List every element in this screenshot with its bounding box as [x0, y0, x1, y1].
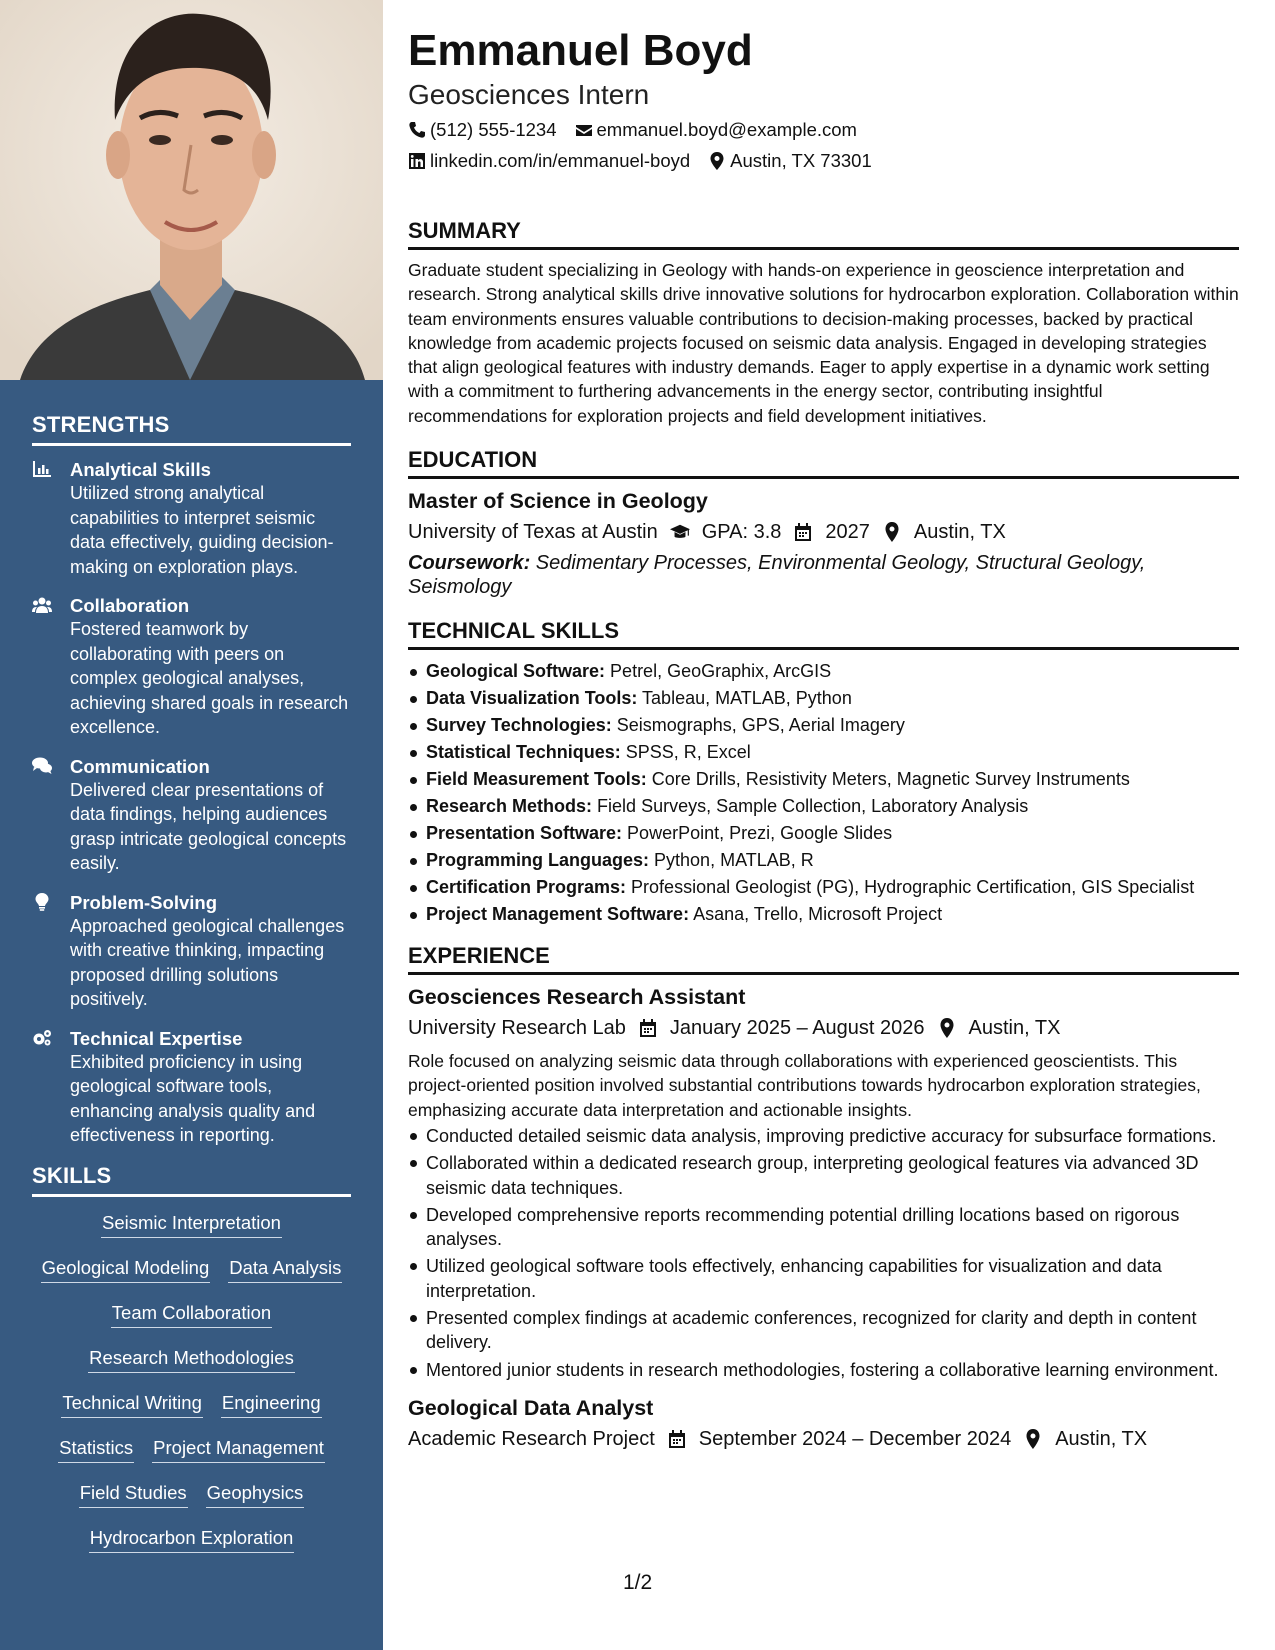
list-item: [408, 901, 1239, 928]
summary-heading: SUMMARY: [408, 217, 1239, 250]
list-item: [408, 847, 1239, 874]
map-pin-icon: [882, 522, 902, 542]
list-item: [408, 793, 1239, 820]
skill-row: [32, 1526, 351, 1571]
calendar-icon: [638, 1018, 658, 1038]
job-meta: [408, 1013, 1239, 1043]
chat-bubbles-icon: [32, 755, 70, 876]
strength-item: [32, 891, 351, 1012]
skill-category: Geological Software:: [426, 661, 606, 682]
skill-values: PowerPoint, Prezi, Google Slides: [622, 823, 893, 844]
sidebar: [0, 0, 383, 1650]
job-title: Geosciences Research Assistant: [408, 985, 746, 1010]
skill-values: SPSS, R, Excel: [620, 742, 751, 763]
education-meta: [408, 517, 1239, 547]
page-number: 1/2: [623, 1571, 653, 1594]
coursework-label: Coursework:: [408, 552, 531, 575]
skill-tag: Project Management: [152, 1436, 325, 1463]
skill-category: Statistical Techniques:: [426, 742, 621, 763]
contact-row: [408, 118, 1239, 142]
skill-values: Asana, Trello, Microsoft Project: [689, 904, 943, 925]
job-location: Austin, TX: [1055, 1427, 1148, 1450]
skill-category: Project Management Software:: [426, 904, 690, 925]
skill-category: Certification Programs:: [426, 877, 627, 898]
candidate-name: Emmanuel Boyd: [408, 26, 753, 75]
skill-tag: Seismic Interpretation: [101, 1211, 282, 1238]
job-title: Geological Data Analyst: [408, 1395, 654, 1420]
strength-item: [32, 1027, 351, 1148]
job-org: Academic Research Project: [408, 1427, 655, 1450]
contact-row: [408, 149, 1239, 173]
skill-row: [32, 1256, 351, 1301]
skills-heading: SKILLS: [32, 1163, 351, 1197]
list-item: [408, 658, 1239, 685]
phone-text: (512) 555-1234: [430, 119, 557, 140]
location-text: Austin, TX 73301: [730, 150, 872, 171]
strength-title: Analytical Skills: [70, 459, 211, 480]
degree-title: Master of Science in Geology: [408, 489, 708, 514]
list-item: [408, 685, 1239, 712]
strength-desc: Fostered teamwork by collaborating with peers on complex geological analyses, achieving shared goals in research excellence.: [70, 619, 349, 737]
skill-category: Field Measurement Tools:: [426, 769, 647, 790]
skill-row: [32, 1436, 351, 1481]
job-dates: September 2024 – December 2024: [698, 1427, 1012, 1450]
skill-tag: Engineering: [221, 1391, 322, 1418]
strength-desc: Utilized strong analytical capabilities to interpret seismic data effectively, guiding decision-making on exploration plays.: [70, 483, 334, 577]
main-content: [408, 26, 1239, 1454]
skill-tag: Hydrocarbon Exploration: [89, 1526, 295, 1553]
linkedin-text: linkedin.com/in/emmanuel-boyd: [430, 150, 691, 171]
list-item: [408, 712, 1239, 739]
skill-category: Presentation Software:: [426, 823, 623, 844]
phone-icon: [408, 121, 426, 139]
list-item: [408, 766, 1239, 793]
location-contact: [708, 149, 872, 173]
skill-row: [32, 1301, 351, 1346]
skill-values: Field Surveys, Sample Collection, Laboratory Analysis: [592, 796, 1029, 817]
skill-row: [32, 1481, 351, 1526]
list-item: Presented complex findings at academic conferences, recognized for clarity and depth in content delivery.: [408, 1306, 1239, 1355]
candidate-role: Geosciences Intern: [408, 79, 650, 110]
skill-tag: Research Methodologies: [88, 1346, 295, 1373]
skill-category: Programming Languages:: [426, 850, 650, 871]
job-description: Role focused on analyzing seismic data through collaborations with experienced geoscientists. This project-oriented position involved substantial contributions towards hydrocarbon exploration strategies, emphasizing accurate data interpretation and actionable insights.: [408, 1051, 1201, 1120]
technical-skills-section: [408, 617, 1239, 928]
skill-values: Petrel, GeoGraphix, ArcGIS: [605, 661, 832, 682]
list-item: Conducted detailed seismic data analysis, improving predictive accuracy for subsurface formations.: [408, 1124, 1239, 1148]
school-location: Austin, TX: [913, 521, 1006, 544]
strength-desc: Delivered clear presentations of data findings, helping audiences grasp intricate geological concepts easily.: [70, 779, 347, 873]
strength-desc: Approached geological challenges with creative thinking, impacting proposed drilling solutions positively.: [70, 915, 345, 1009]
list-item: [408, 874, 1239, 901]
experience-heading: EXPERIENCE: [408, 942, 1239, 975]
strength-item: [32, 458, 351, 579]
skill-category: Survey Technologies:: [426, 715, 612, 736]
gpa-text: GPA: 3.8: [701, 521, 782, 544]
skill-tag: Field Studies: [79, 1481, 188, 1508]
list-item: Developed comprehensive reports recommending potential drilling locations based on rigorous analyses.: [408, 1203, 1239, 1252]
strength-desc: Exhibited proficiency in using geological software tools, enhancing analysis quality and effectiveness in reporting.: [70, 1051, 316, 1145]
profile-photo: [0, 0, 383, 380]
bar-chart-icon: [32, 458, 70, 579]
map-pin-icon: [1023, 1429, 1043, 1449]
skill-row: [32, 1211, 351, 1256]
coursework-list: Sedimentary Processes, Environmental Geology, Structural Geology, Seismology: [408, 552, 1146, 599]
skill-tag: Statistics: [58, 1436, 134, 1463]
job-bullets: [408, 1124, 1239, 1382]
technical-skills-heading: TECHNICAL SKILLS: [408, 617, 1239, 650]
skill-values: Seismographs, GPS, Aerial Imagery: [611, 715, 905, 736]
strength-item: [32, 755, 351, 876]
email-text: emmanuel.boyd@example.com: [596, 119, 857, 140]
skills-section: [32, 1163, 351, 1571]
technical-skills-list: [408, 658, 1239, 928]
job-meta: [408, 1424, 1239, 1454]
strength-title: Communication: [70, 755, 210, 777]
list-item: Collaborated within a dedicated research group, interpreting geological features via advanced 3D seismic data techniques.: [408, 1151, 1239, 1200]
skill-tag: Technical Writing: [61, 1391, 203, 1418]
skill-row: [32, 1391, 351, 1436]
coursework: [408, 551, 1239, 599]
list-item: [408, 739, 1239, 766]
map-pin-icon: [708, 152, 726, 170]
strength-item: [32, 594, 351, 740]
users-icon: [32, 594, 70, 740]
strengths-heading: STRENGTHS: [32, 412, 351, 446]
calendar-icon: [793, 522, 813, 542]
graduation-cap-icon: [670, 522, 690, 542]
job-entry: [408, 1394, 1239, 1454]
skill-category: Research Methods:: [426, 796, 593, 817]
list-item: Utilized geological software tools effectively, enhancing capabilities for visualization and data interpretation.: [408, 1254, 1239, 1303]
skill-tag: Team Collaboration: [111, 1301, 272, 1328]
skill-tag: Data Analysis: [228, 1256, 342, 1283]
job-dates: January 2025 – August 2026: [669, 1017, 925, 1040]
linkedin-icon: [408, 152, 426, 170]
job-org: University Research Lab: [408, 1017, 626, 1040]
school-name: University of Texas at Austin: [408, 521, 658, 544]
skill-category: Data Visualization Tools:: [426, 688, 638, 709]
education-heading: EDUCATION: [408, 446, 1239, 479]
summary-text: Graduate student specializing in Geology with hands-on experience in geoscience interpretation and research. Strong analytical skills drive innovative solutions for hydrocarbon exploration. Collaboration within team environments ensures valuable contributions to decision-making processes, backed by practical knowledge from academic projects focused on seismic data analysis. Engaged in developing strategies that align geological features with industry demands. Eager to apply expertise in a dynamic work setting with a commitment to furthering advancements in the energy sector, contributing insightful recommendations for exploration projects and field development initiatives.: [408, 260, 1239, 426]
strength-title: Problem-Solving: [70, 891, 217, 913]
skill-row: [32, 1346, 351, 1391]
envelope-icon: [575, 121, 593, 139]
calendar-icon: [667, 1429, 687, 1449]
linkedin-contact[interactable]: [408, 149, 690, 173]
strength-title: Collaboration: [70, 595, 190, 616]
skill-values: Tableau, MATLAB, Python: [637, 688, 852, 709]
experience-section: [408, 942, 1239, 1454]
list-item: [408, 820, 1239, 847]
strength-title: Technical Expertise: [70, 1027, 243, 1049]
skill-tag: Geological Modeling: [41, 1256, 211, 1283]
skill-tag: Geophysics: [206, 1481, 305, 1508]
job-entry: [408, 983, 1239, 1382]
summary-section: [408, 217, 1239, 428]
lightbulb-icon: [32, 891, 70, 1012]
job-location: Austin, TX: [968, 1017, 1061, 1040]
skill-values: Core Drills, Resistivity Meters, Magnetic Survey Instruments: [646, 769, 1130, 790]
skill-values: Professional Geologist (PG), Hydrographic Certification, GIS Specialist: [626, 877, 1195, 898]
graduation-year: 2027: [825, 521, 870, 544]
list-item: Mentored junior students in research methodologies, fostering a collaborative learning environment.: [408, 1358, 1239, 1382]
phone-contact[interactable]: [408, 118, 557, 142]
gears-icon: [32, 1027, 70, 1148]
email-contact[interactable]: [575, 118, 857, 142]
education-section: [408, 446, 1239, 599]
map-pin-icon: [937, 1018, 957, 1038]
skill-values: Python, MATLAB, R: [649, 850, 814, 871]
